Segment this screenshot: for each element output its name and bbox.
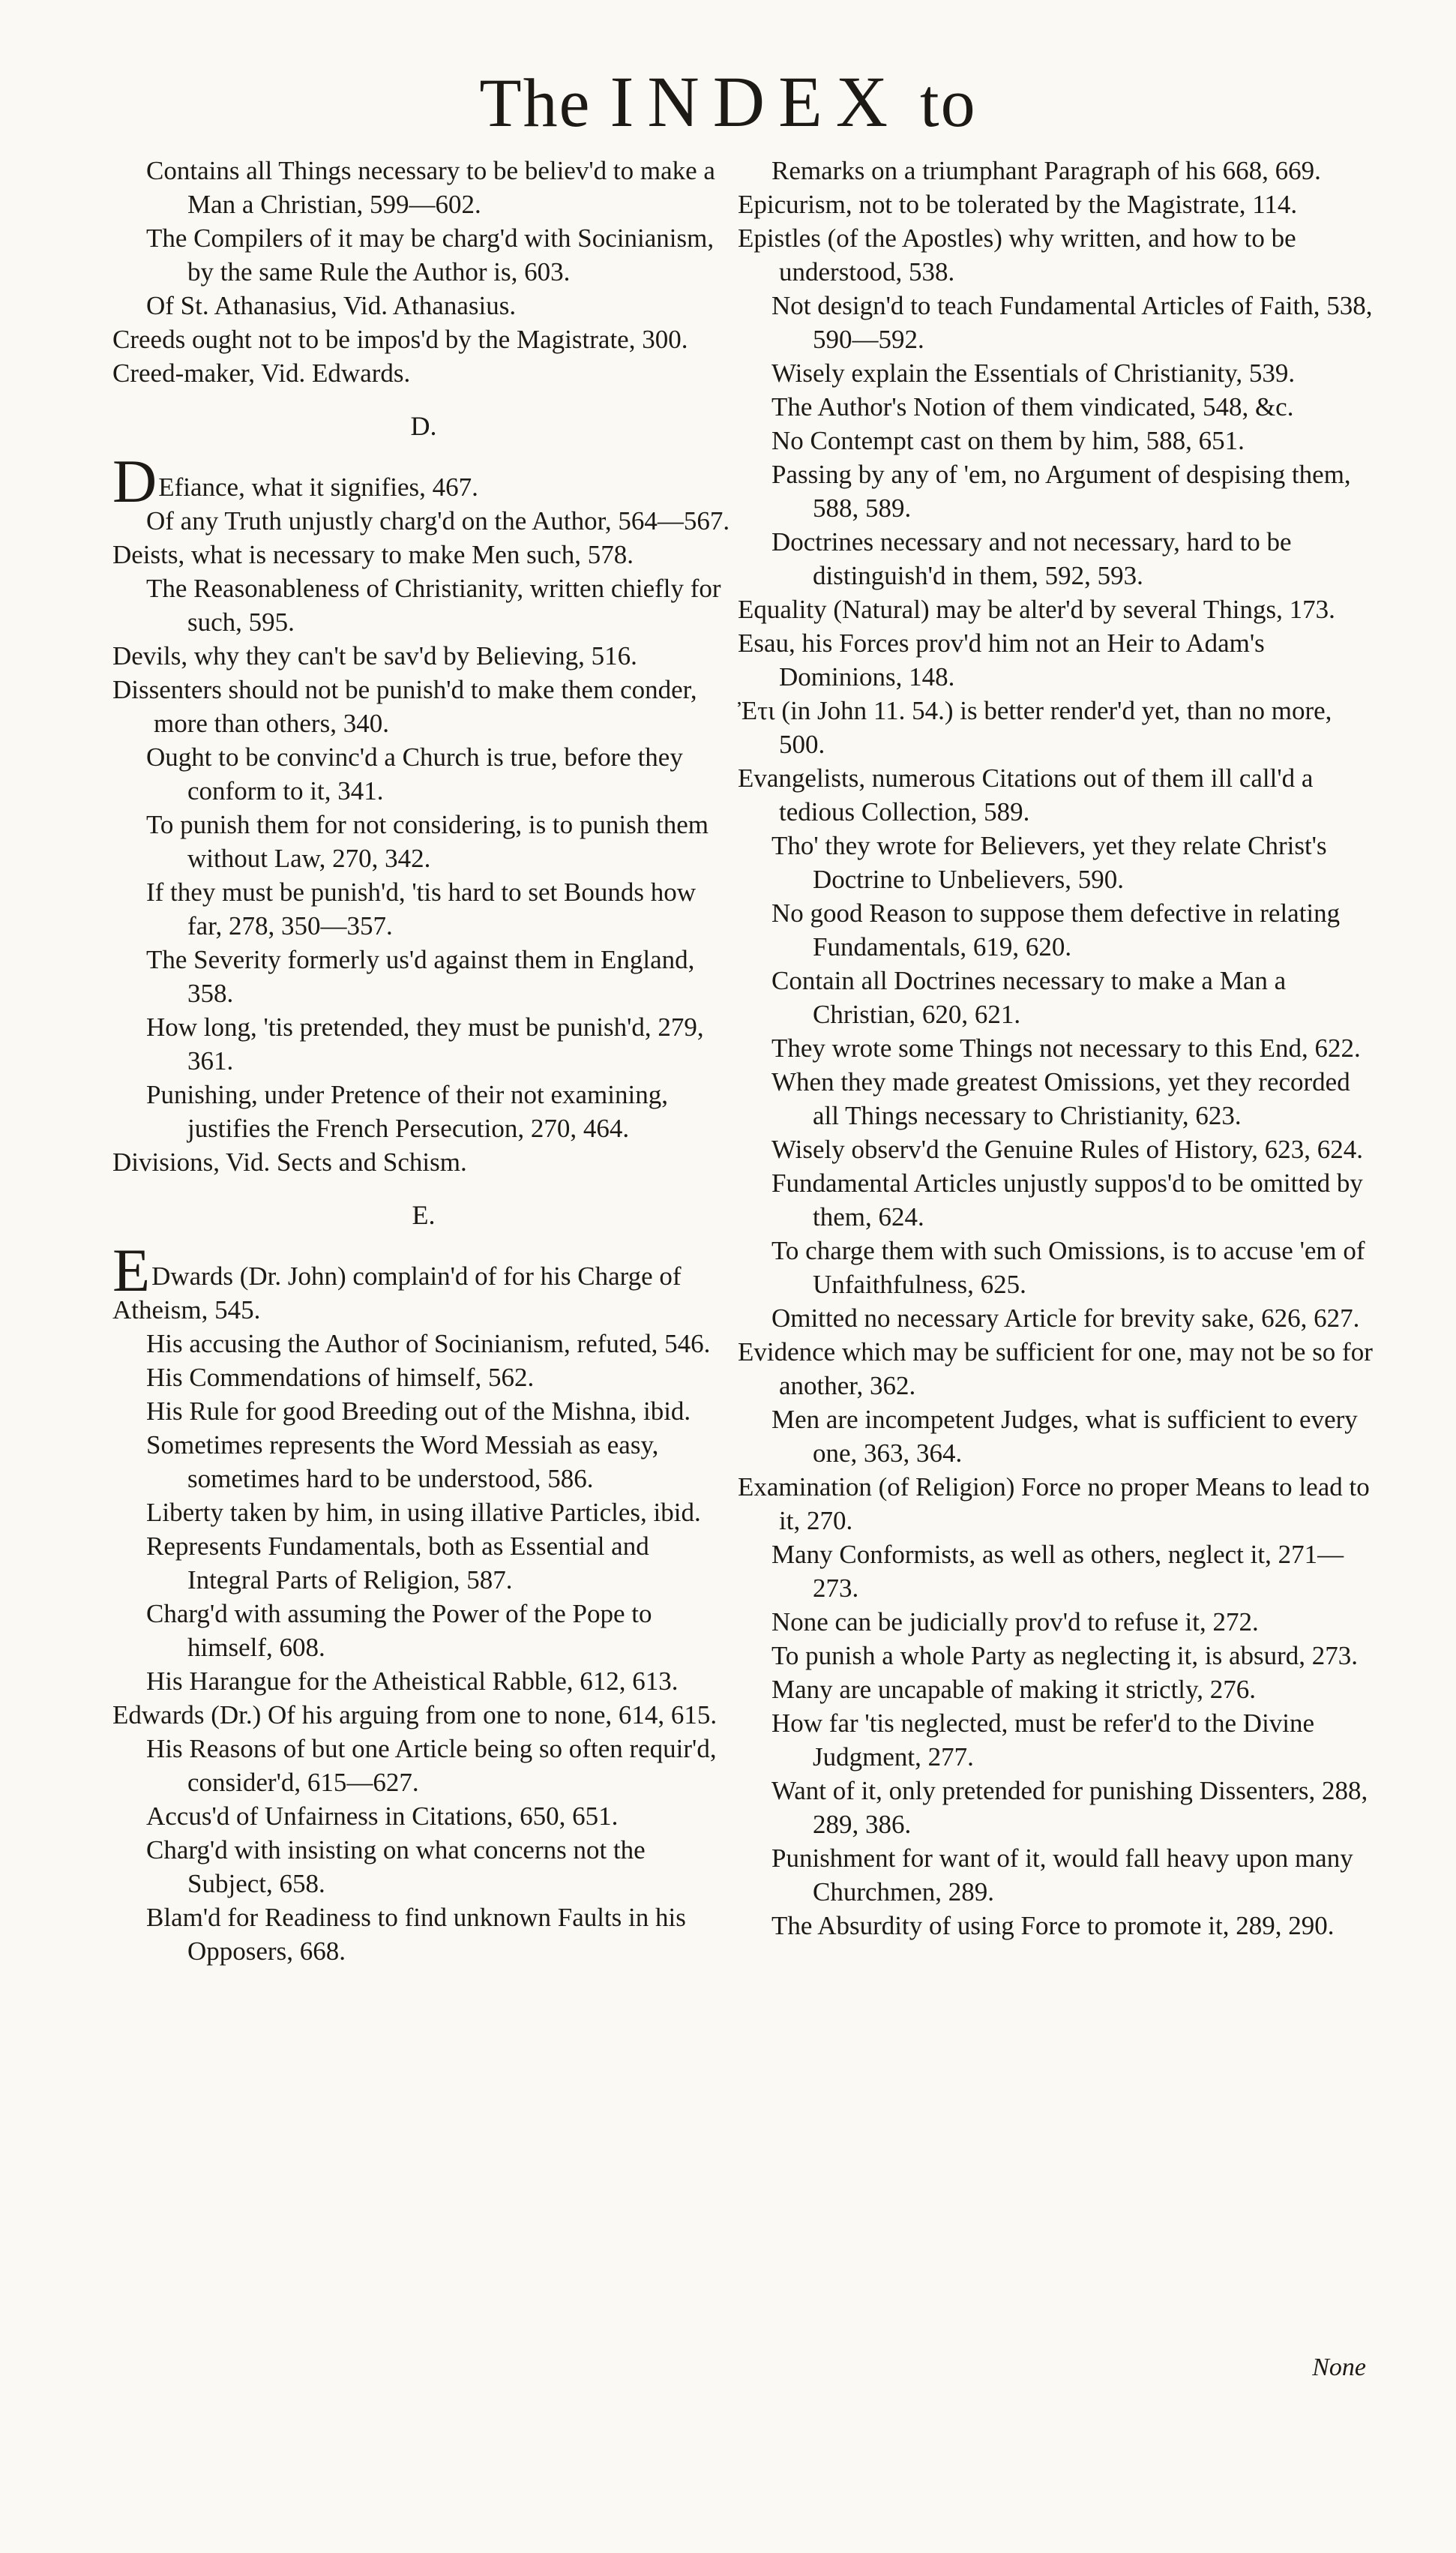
index-entry-defiance: [112, 447, 735, 515]
index-subentry: When they made greatest Omissions, yet they recorded all Things necessary to Christianity, 623.: [771, 1067, 1350, 1130]
index-subentry: Ought to be convinc'd a Church is true, before they conform to it, 341.: [146, 742, 683, 806]
index-subentry: Fundamental Articles unjustly suppos'd to be omitted by them, 624.: [771, 1168, 1363, 1232]
index-subentry: Of St. Athanasius, Vid. Athanasius.: [146, 291, 517, 320]
index-subentry: Wisely explain the Essentials of Christianity, 539.: [771, 358, 1296, 388]
index-subentry: They wrote some Things not necessary to this End, 622.: [771, 1034, 1361, 1063]
index-entry: Ἐτι (in John 11. 54.) is better render'd yet, than no more, 500.: [738, 696, 1332, 759]
index-subentry: Many Conformists, as well as others, neglect it, 271—273.: [771, 1540, 1344, 1603]
index-entry: Edwards (Dr.) Of his arguing from one to none, 614, 615.: [112, 1700, 718, 1730]
index-entry: Equality (Natural) may be alter'd by several Things, 173.: [738, 595, 1335, 624]
index-subentry: Men are incompetent Judges, what is sufficient to every one, 363, 364.: [771, 1405, 1358, 1468]
index-subentry: Doctrines necessary and not necessary, hard to be distinguish'd in them, 592, 593.: [771, 527, 1292, 590]
index-subentry: Passing by any of 'em, no Argument of despising them, 588, 589.: [771, 460, 1351, 523]
index-subentry: Contains all Things necessary to be believ'd to make a Man a Christian, 599—602.: [146, 156, 715, 219]
index-subentry: Tho' they wrote for Believers, yet they relate Christ's Doctrine to Unbelievers, 590.: [771, 831, 1327, 894]
index-subentry: His Rule for good Breeding out of the Mishna, ibid.: [146, 1396, 691, 1426]
index-subentry: Punishing, under Pretence of their not examining, justifies the French Persecution, 270, 464.: [146, 1080, 668, 1143]
index-subentry: To punish a whole Party as neglecting it, is absurd, 273.: [771, 1641, 1359, 1670]
index-subentry: Many are uncapable of making it strictly, 276.: [771, 1675, 1257, 1704]
index-subentry: Want of it, only pretended for punishing Dissenters, 288, 289, 386.: [771, 1776, 1368, 1839]
catchword: None: [1312, 2354, 1366, 2381]
index-subentry: To charge them with such Omissions, is to accuse 'em of Unfaithfulness, 625.: [771, 1236, 1365, 1299]
index-subentry: Not design'd to teach Fundamental Articles of Faith, 538, 590—592.: [771, 291, 1373, 354]
index-entry: Dissenters should not be punish'd to make them conder, more than others, 340.: [112, 675, 697, 738]
index-subentry: No Contempt cast on them by him, 588, 651.: [771, 426, 1245, 455]
index-entry: Devils, why they can't be sav'd by Believing, 516.: [112, 641, 637, 670]
index-subentry: The Author's Notion of them vindicated, 548, &c.: [771, 392, 1294, 422]
index-subentry: Wisely observ'd the Genuine Rules of History, 623, 624.: [771, 1135, 1364, 1164]
section-heading-e: E.: [412, 1200, 436, 1230]
index-subentry: The Compilers of it may be charg'd with Socinianism, by the same Rule the Author is, 603.: [146, 224, 715, 286]
index-subentry: Liberty taken by him, in using illative Particles, ibid.: [146, 1498, 701, 1527]
index-subentry: Sometimes represents the Word Messiah as easy, sometimes hard to be understood, 586.: [146, 1430, 659, 1493]
index-subentry: Remarks on a triumphant Paragraph of his 668, 669.: [771, 156, 1321, 185]
index-subentry: The Absurdity of using Force to promote it, 289, 290.: [771, 1911, 1335, 1940]
index-subentry: Of any Truth unjustly charg'd on the Author, 564—567.: [146, 506, 730, 536]
index-entry: Evidence which may be sufficient for one, may not be so for another, 362.: [738, 1337, 1373, 1400]
title-suffix: to: [920, 64, 977, 141]
index-subentry: Represents Fundamentals, both as Essential and Integral Parts of Religion, 587.: [146, 1532, 649, 1594]
section-heading-d: D.: [410, 411, 437, 441]
drop-cap: D: [112, 447, 157, 515]
index-subentry: Charg'd with insisting on what concerns not the Subject, 658.: [146, 1835, 646, 1898]
index-subentry: Punishment for want of it, would fall heavy upon many Churchmen, 289.: [771, 1844, 1353, 1906]
index-subentry: His Harangue for the Atheistical Rabble, 612, 613.: [146, 1666, 679, 1696]
drop-cap: E: [112, 1236, 151, 1304]
index-entry-text: Dwards (Dr. John) complain'd of for his Charge of Atheism, 545.: [112, 1262, 682, 1324]
index-subentry: Charg'd with assuming the Power of the Pope to himself, 608.: [146, 1599, 652, 1662]
index-entry: Creeds ought not to be impos'd by the Magistrate, 300.: [112, 325, 688, 354]
index-entry: Esau, his Forces prov'd him not an Heir to Adam's Dominions, 148.: [738, 628, 1265, 692]
index-subentry: How far 'tis neglected, must be refer'd to the Divine Judgment, 277.: [771, 1708, 1315, 1772]
index-subentry: None can be judicially prov'd to refuse it, 272.: [771, 1607, 1259, 1636]
index-subentry: Blam'd for Readiness to find unknown Faults in his Opposers, 668.: [146, 1903, 686, 1966]
index-subentry: Omitted no necessary Article for brevity sake, 626, 627.: [771, 1304, 1360, 1333]
index-subentry: If they must be punish'd, 'tis hard to set Bounds how far, 278, 350—357.: [146, 878, 696, 940]
index-entry: Divisions, Vid. Sects and Schism.: [112, 1148, 467, 1177]
index-entry: Epistles (of the Apostles) why written, and how to be understood, 538.: [738, 224, 1296, 286]
index-subentry: His accusing the Author of Socinianism, refuted, 546.: [146, 1329, 711, 1358]
left-column: [112, 154, 735, 1968]
title-main: INDEX: [610, 62, 902, 142]
index-subentry: The Reasonableness of Christianity, written chiefly for such, 595.: [146, 574, 721, 637]
index-entry: Epicurism, not to be tolerated by the Magistrate, 114.: [738, 190, 1298, 219]
index-entry-text: Efiance, what it signifies, 467.: [158, 472, 478, 502]
index-entry: Evangelists, numerous Citations out of them ill call'd a tedious Collection, 589.: [738, 764, 1314, 826]
index-entry: Creed-maker, Vid. Edwards.: [112, 358, 411, 388]
index-subentry: How long, 'tis pretended, they must be punish'd, 279, 361.: [146, 1012, 704, 1076]
index-subentry: The Severity formerly us'd against them in England, 358.: [146, 945, 695, 1008]
title-prefix: The: [479, 64, 592, 141]
index-subentry: His Reasons of but one Article being so often requir'd, consider'd, 615—627.: [146, 1734, 717, 1797]
index-entry: Deists, what is necessary to make Men such, 578.: [112, 540, 634, 569]
index-subentry: Accus'd of Unfairness in Citations, 650, 651.: [146, 1802, 619, 1831]
index-subentry: To punish them for not considering, is to punish them without Law, 270, 342.: [146, 810, 709, 873]
page-title: [0, 62, 1456, 142]
index-subentry: No good Reason to suppose them defective in relating Fundamentals, 619, 620.: [771, 898, 1341, 962]
index-entry-edwards: [112, 1236, 735, 1327]
right-column: [738, 154, 1375, 1942]
index-subentry: His Commendations of himself, 562.: [146, 1363, 535, 1392]
index-subentry: Contain all Doctrines necessary to make a Man a Christian, 620, 621.: [771, 966, 1287, 1029]
index-entry: Examination (of Religion) Force no proper Means to lead to it, 270.: [738, 1472, 1370, 1535]
